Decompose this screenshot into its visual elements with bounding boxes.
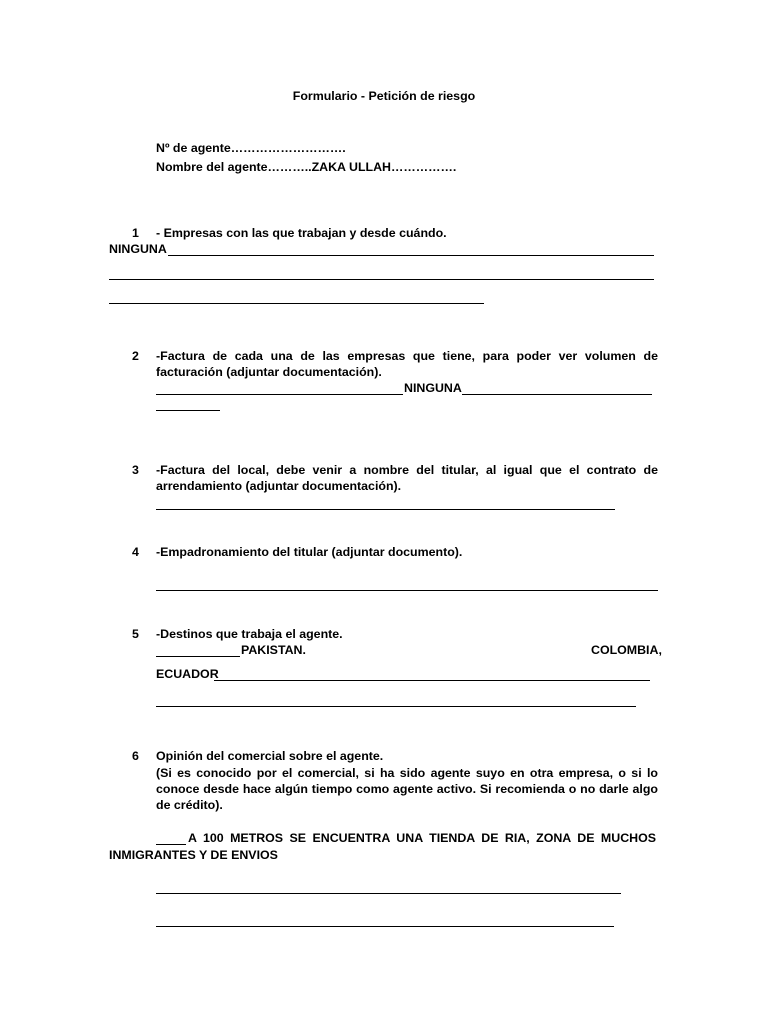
agent-name-line: Nombre del agente………..ZAKA ULLAH……………. bbox=[156, 160, 457, 174]
q1-question: - Empresas con las que trabajan y desde cuándo. bbox=[156, 226, 447, 240]
q4-answer-rule bbox=[156, 590, 658, 591]
q5-answer-colombia: COLOMBIA, bbox=[591, 643, 662, 657]
agent-number-line: Nº de agente………………………. bbox=[156, 141, 346, 155]
q1-answer-rule bbox=[109, 279, 654, 280]
q1-answer-prefix: NINGUNA bbox=[109, 242, 167, 256]
q2-question-line: facturación (adjuntar documentación). bbox=[156, 365, 382, 379]
q1-number: 1 bbox=[132, 226, 139, 240]
q6-note-line: de crédito). bbox=[156, 798, 223, 812]
q1-answer-rule bbox=[109, 303, 484, 304]
q4-number: 4 bbox=[132, 545, 139, 559]
q3-question-line: arrendamiento (adjuntar documentación). bbox=[156, 479, 402, 493]
q6-answer-line: A 100 METROS SE ENCUENTRA UNA TIENDA DE RIA, ZONA DE MUCHOS bbox=[188, 831, 656, 845]
q5-answer-rule bbox=[156, 706, 636, 707]
q2-answer: NINGUNA bbox=[404, 381, 462, 395]
q4-question: -Empadronamiento del titular (adjuntar documento). bbox=[156, 545, 463, 559]
q6-question: Opinión del comercial sobre el agente. bbox=[156, 749, 384, 763]
q2-answer-rule bbox=[156, 394, 403, 395]
q2-answer-rule bbox=[462, 394, 652, 395]
q6-answer-rule bbox=[156, 926, 614, 927]
q3-answer-rule bbox=[156, 509, 615, 510]
q6-answer-rule bbox=[156, 844, 186, 845]
q2-answer-rule bbox=[156, 410, 220, 411]
q5-question: -Destinos que trabaja el agente. bbox=[156, 627, 343, 641]
form-title: Formulario - Petición de riesgo bbox=[292, 89, 476, 103]
q6-answer-rule bbox=[156, 893, 621, 894]
q6-note-line: conoce desde hace algún tiempo como agente activo. Si recomienda o no darle algo bbox=[156, 782, 658, 796]
q5-number: 5 bbox=[132, 627, 139, 641]
q3-question-line: -Factura del local, debe venir a nombre del titular, al igual que el contrato de bbox=[156, 463, 658, 477]
q2-number: 2 bbox=[132, 349, 139, 363]
q3-number: 3 bbox=[132, 463, 139, 477]
q6-number: 6 bbox=[132, 749, 139, 763]
q6-note-line: (Si es conocido por el comercial, si ha sido agente suyo en otra empresa, o si lo bbox=[156, 766, 658, 780]
q5-answer-ecuador: ECUADOR bbox=[156, 667, 219, 681]
q1-answer-rule bbox=[168, 255, 654, 256]
q5-answer-rule bbox=[214, 680, 650, 681]
q5-answer-pakistan: PAKISTAN. bbox=[241, 643, 306, 657]
q6-answer-line: INMIGRANTES Y DE ENVIOS bbox=[109, 848, 278, 862]
q2-question-line: -Factura de cada una de las empresas que tiene, para poder ver volumen de bbox=[156, 349, 658, 363]
q5-answer-rule bbox=[156, 656, 240, 657]
